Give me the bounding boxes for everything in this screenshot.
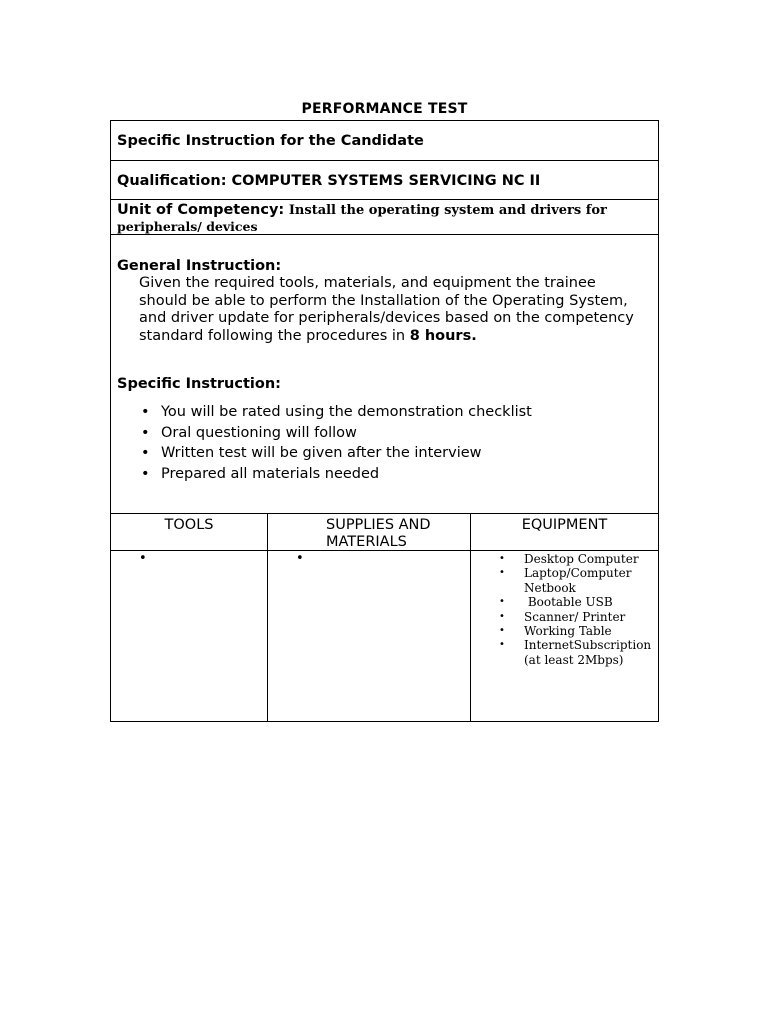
equipment-cell — [471, 551, 658, 721]
list-item — [499, 638, 658, 667]
bullet-icon: • — [499, 596, 505, 608]
general-instruction-body: Given the required tools, materials, and equipment the trainee should be able to perform the Installation of the Operating System, and driver update for peripherals/devices based on the competency standard following the procedures in — [139, 275, 634, 344]
bullet-icon: • — [141, 445, 150, 462]
list-item — [141, 443, 652, 464]
tools-header: TOOLS — [111, 514, 267, 551]
bullet-icon: • — [499, 639, 505, 651]
tools-cell — [111, 551, 267, 721]
bullet-icon: • — [296, 551, 304, 566]
instruction-table — [110, 120, 659, 722]
unit-value-line1: Install the operating system and drivers for — [288, 203, 607, 218]
general-instruction-duration: 8 hours. — [409, 327, 477, 344]
tools-column — [111, 514, 268, 721]
list-item-text: Working Table — [524, 624, 612, 639]
general-instruction-section — [111, 235, 658, 514]
list-item-text: Desktop Computer — [524, 552, 639, 566]
list-item-text: Scanner/ Printer — [524, 609, 626, 624]
bullet-icon: • — [499, 553, 505, 564]
list-item-text: Prepared all materials needed — [161, 466, 380, 483]
list-item-text: Bootable USB — [524, 595, 613, 610]
list-item-text: InternetSubscription (at least 2Mbps) — [524, 638, 652, 667]
supplies-header — [268, 514, 470, 551]
unit-label: Unit of Competency: — [117, 202, 285, 218]
list-item — [141, 423, 652, 444]
supplies-column — [268, 514, 471, 721]
list-item-text: Written test will be given after the interview — [161, 445, 482, 462]
general-instruction-heading: General Instruction: — [117, 258, 282, 274]
supplies-header-line1: SUPPLIES AND — [326, 517, 431, 533]
list-item — [141, 464, 652, 485]
list-item — [499, 610, 658, 624]
bullet-icon: • — [141, 404, 150, 420]
list-item — [141, 402, 652, 423]
list-item — [499, 624, 658, 638]
list-item — [499, 566, 658, 595]
general-instruction-text — [139, 275, 636, 345]
list-item-text: You will be rated using the demonstration checklist — [161, 404, 532, 420]
bullet-icon: • — [499, 610, 505, 622]
supplies-cell — [268, 551, 470, 721]
materials-table — [111, 514, 658, 721]
bullet-icon: • — [141, 424, 150, 441]
qualification-row: Qualification: COMPUTER SYSTEMS SERVICING NC II — [111, 161, 658, 200]
list-item-text: Laptop/Computer Netbook — [524, 566, 632, 595]
list-item — [499, 595, 658, 609]
bullet-icon: • — [141, 466, 150, 483]
unit-of-competency-row — [111, 200, 658, 235]
equipment-header: EQUIPMENT — [471, 514, 658, 551]
list-item — [499, 552, 658, 566]
bullet-icon: • — [139, 551, 147, 566]
specific-instruction-header: Specific Instruction for the Candidate — [111, 121, 658, 161]
bullet-icon: • — [499, 567, 505, 579]
bullet-icon: • — [499, 625, 505, 637]
supplies-header-line2: MATERIALS — [326, 534, 407, 550]
specific-instruction-heading: Specific Instruction: — [117, 376, 281, 392]
equipment-column — [471, 514, 658, 721]
specific-instruction-list — [117, 402, 652, 485]
equipment-list — [471, 551, 658, 667]
unit-value-line2: peripherals/ devices — [117, 219, 258, 234]
document-title: PERFORMANCE TEST — [301, 101, 468, 117]
list-item-text: Oral questioning will follow — [161, 424, 357, 441]
